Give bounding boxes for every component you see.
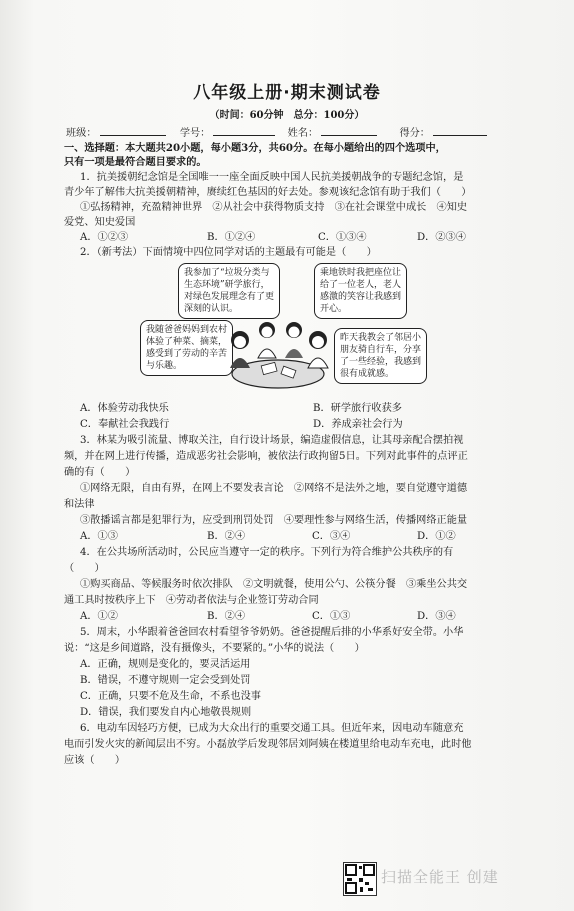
q4-line-3: ①购买商品、等候服务时依次排队 ②文明就餐，使用公勺、公筷分餐 ③乘坐公共交 — [80, 579, 468, 590]
q6-line-2: 电而引发火灾的新闻层出不穷。小磊放学后发现邻居刘阿姨在楼道里给电动车充电，此时他 — [64, 739, 472, 750]
q4-option-d: D．③④ — [417, 611, 456, 622]
bubble-br-line: 了一些经验，我感到 — [340, 357, 422, 367]
speech-bubble-bottom-right — [334, 328, 427, 384]
id-blank — [213, 126, 275, 136]
student-info-row — [66, 126, 490, 141]
q3-line-1: 3．林某为吸引流量、博取关注，自行设计场景，编造虚假信息，让其母亲配合摆拍视 — [80, 435, 464, 446]
bubble-tr-line: 乘地铁时我把座位让 — [320, 268, 402, 278]
section1-instruction-2: 只有一项是最符合题目要求的。 — [64, 156, 207, 168]
students-discussion-illustration — [222, 318, 332, 398]
q3-option-b: B．②④ — [207, 531, 246, 542]
q5-option-a: A．正确，规则是变化的，要灵活运用 — [80, 659, 251, 670]
q4-option-c: C．①③ — [312, 611, 351, 622]
scanner-watermark: 扫描全能王 创建 — [381, 868, 499, 886]
bubble-tl-line: 深刻的认识。 — [184, 304, 239, 314]
q5-line-2: 说：“这是乡间道路，没有摄像头，不要紧的。”小华的说法（ ） — [64, 643, 365, 654]
q2-stem: 2．（新考法）下面情境中四位同学对话的主题最有可能是（ ） — [80, 247, 377, 258]
speech-bubble-top-left — [178, 263, 280, 319]
bubble-br-line: 昨天我教会了邻居小 — [340, 333, 422, 343]
q5-line-1: 5．周末，小华跟着爸爸回农村看望爷爷奶奶。爸爸提醒后排的小华系好安全带。小华 — [80, 627, 464, 638]
bubble-bl-line: 我随爸爸妈妈到农村 — [146, 325, 228, 335]
q1-line-1: 1．抗美援朝纪念馆是全国唯一一座全面反映中国人民抗美援朝战争的专题纪念馆，是 — [80, 172, 464, 183]
q2-option-a: A．体验劳动我快乐 — [80, 403, 169, 414]
speech-bubble-top-right — [314, 263, 407, 319]
q1-option-c: C．①③④ — [318, 232, 367, 243]
q4-option-b: B．②④ — [207, 611, 246, 622]
bubble-br-line: 很有成就感。 — [340, 369, 395, 379]
q2-option-b: B．研学旅行收获多 — [313, 403, 402, 414]
q3-line-2: 频，并在网上进行传播，造成恶劣社会影响，被依法行政拘留5日。下列对此事件的点评正 — [64, 451, 468, 462]
speech-bubble-bottom-left — [140, 320, 233, 376]
bubble-bl-line: 体验了种菜、摘菜， — [146, 337, 228, 347]
q3-option-c: C．③④ — [312, 531, 351, 542]
bubble-bl-line: 与乐趣。 — [146, 361, 183, 371]
score-label: 得分： — [399, 128, 430, 139]
q2-option-c: C．奉献社会我践行 — [80, 419, 170, 430]
q6-line-1: 6．电动车因轻巧方便，已成为大众出行的重要交通工具。但近年来，因电动车随意充 — [80, 723, 464, 734]
q1-line-3: ①弘扬精神，充盈精神世界 ②从社会中获得物质支持 ③在社会课堂中成长 ④知史 — [80, 202, 468, 213]
q4-line-4: 通工具时按秩序上下 ④劳动者依法与企业签订劳动合同 — [64, 595, 319, 606]
q4-line-2: （ ） — [64, 563, 105, 574]
class-label: 班级： — [66, 128, 97, 139]
q3-line-3: 确的有（ ） — [64, 467, 136, 478]
q1-line-2: 青少年了解伟大抗美援朝精神，赓续红色基因的好去处。参观该纪念馆有助于我们（ ） — [64, 187, 472, 198]
name-blank — [321, 126, 377, 136]
q3-option-a: A．①③ — [80, 531, 118, 542]
q5-option-b: B．错误，不遵守规则一定会受到处罚 — [80, 675, 251, 686]
q1-line-4: 爱党、知史爱国 — [64, 217, 136, 228]
id-label: 学号： — [179, 128, 211, 139]
bubble-bl-line: 感受到了劳动的辛苦 — [146, 349, 228, 359]
q4-line-1: 4．在公共场所活动时，公民应当遵守一定的秩序。下列行为符合维护公共秩序的有 — [80, 547, 454, 558]
qr-code-icon — [343, 862, 377, 896]
q3-line-6: ③散播谣言都是犯罪行为，应受到刑罚处罚 ④要理性参与网络生活，传播网络正能量 — [80, 515, 468, 526]
bubble-tl-line: 对绿色发展理念有了更 — [184, 292, 275, 302]
q1-option-a: A．①②③ — [80, 232, 129, 243]
bubble-tl-line: 我参加了“垃圾分类与 — [184, 268, 270, 278]
q4-option-a: A．①② — [80, 611, 118, 622]
q2-option-d: D．养成亲社会行为 — [313, 419, 403, 430]
bubble-tr-line: 感激的笑容让我感到 — [320, 292, 402, 302]
q1-option-d: D．②③④ — [417, 232, 466, 243]
class-blank — [100, 126, 166, 136]
exam-title: 八年级上册·期末测试卷 — [193, 83, 381, 103]
exam-subtitle: （时间：60分钟 总分：100分） — [209, 110, 365, 121]
bubble-tl-line: 生态环境”研学旅行， — [184, 280, 270, 290]
q1-option-b: B．①②④ — [207, 232, 256, 243]
q6-line-3: 应该（ ） — [64, 755, 126, 766]
name-label: 姓名： — [287, 128, 319, 139]
q5-option-c: C．正确，只要不危及生命，不系也没事 — [80, 691, 261, 702]
q3-option-d: D．①② — [417, 531, 456, 542]
section1-instruction-1: 一、选择题：本大题共20小题，每小题3分，共60分。在每小题给出的四个选项中， — [64, 142, 446, 154]
bubble-tr-line: 给了一位老人，老人 — [320, 280, 402, 290]
q3-line-5: 和法律 — [64, 499, 95, 510]
bubble-br-line: 朋友骑自行车，分享 — [340, 345, 422, 355]
q5-option-d: D．错误，我们要发自内心地敬畏规则 — [80, 707, 252, 718]
score-blank — [433, 126, 487, 136]
bubble-tr-line: 开心。 — [320, 304, 348, 314]
q3-line-4: ①网络无限，自由有界，在网上不要发表言论 ②网络不是法外之地，要自觉遵守道德 — [80, 483, 468, 494]
